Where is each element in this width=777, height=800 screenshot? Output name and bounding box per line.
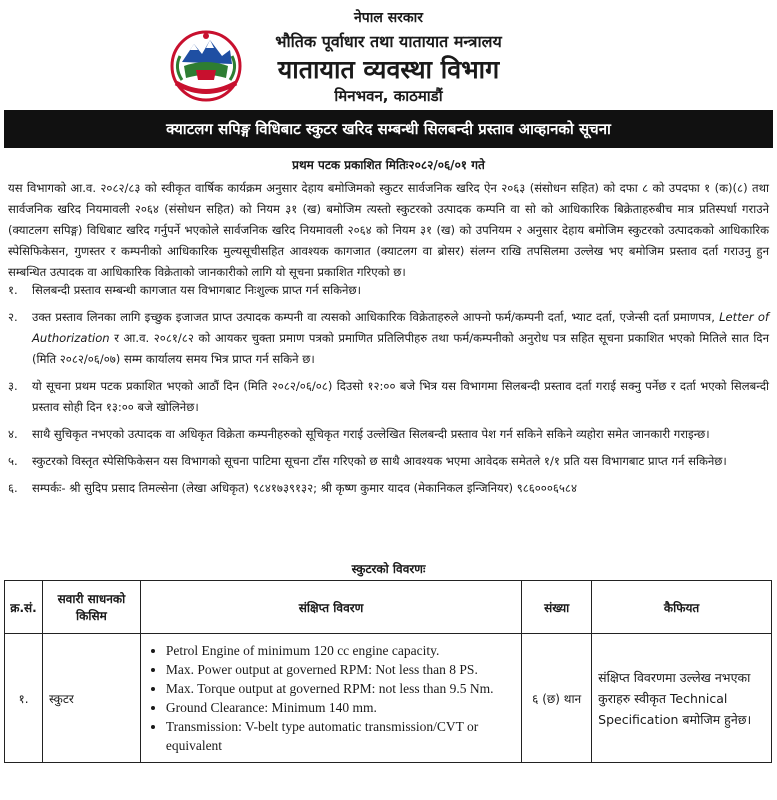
point-item	[8, 478, 769, 499]
spec-list	[142, 635, 520, 761]
point-item	[8, 280, 769, 301]
notice-points	[8, 280, 769, 505]
table-header-row	[5, 581, 772, 634]
cell-quantity: ६ (छ) थान	[522, 634, 592, 763]
point-text: सिलबन्दी प्रस्ताव सम्बन्धी कागजात यस विभागबाट निःशुल्क प्राप्त गर्न सकिनेछ।	[32, 283, 362, 297]
point-number: १.	[8, 283, 18, 297]
point-number: ६.	[8, 481, 18, 495]
point-text: यो सूचना प्रथम पटक प्रकाशित भएको आठौं दिन (मिति २०८२/०६/०८) दिउसो १२:०० बजे भित्र यस विभागमा सिलबन्दी प्रस्ताव दर्ता गराई सक्नु पर्नेछ र दर्ता भएको सिलबन्दी प्रस्ताव सोही दिन १३:०० बजे खोलिनेछ।	[32, 379, 769, 414]
point-number: ५.	[8, 454, 18, 468]
header-sn: क्र.सं.	[5, 581, 43, 634]
point-number: ४.	[8, 427, 18, 441]
intro-paragraph: यस विभागको आ.व. २०८२/८३ को स्वीकृत वार्षिक कार्यक्रम अनुसार देहाय बमोजिमको स्कुटर सार्वजनिक खरिद ऐन २०६३ (संसोधन सहित) को दफा ८ को उपदफा १ (क)(८) तथा सार्वजनिक खरिद नियमावली २०६४ (संसोधन सहित) को नियम ३१ (ख) बमोजिम त्यस्तो स्कुटरको उत्पादक कम्पनि वा सो को आधिकारिक बिक्रेताहरुबीच मात्र प्रतिस्पर्धा गराउने (क्याटलग सपिङ्ग) विधिबाट खरिद गर्नुपर्ने भएकोले सार्वजनिक खरिद नियमावली २०६४ को नियम ३१ (ख) को उपनियम २ अनुसार देहाय बमोजिम स्कुटरको उत्पादकको आधिकारिक स्पेसिफिकेसन, गुणस्तर र कम्पनीको आधिकारिक मुल्यसूचीसहित आवश्यक कागजात (क्याटलग वा ब्रोसर) संलग्न राखि तपसिलमा उल्लेख भए बमोजिम प्रस्ताव दर्ता गराउनु हुन सम्बन्धित उत्पादक वा आधिकारिक विक्रेताको जानकारीको लागि यो सूचना प्रकाशित गरिएको छ।	[8, 181, 769, 279]
spec-item: • Max. Power output at governed RPM: Not less than 8 PS.	[166, 660, 514, 679]
notice-title-banner: क्याटलग सपिङ्ग विधिबाट स्कुटर खरिद सम्बन्धी सिलबन्दी प्रस्ताव आव्हानको सूचना	[4, 110, 773, 148]
government-name: नेपाल सरकार	[353, 10, 423, 26]
table-title: स्कुटरको विवरणः	[351, 562, 426, 576]
spec-item: • Petrol Engine of minimum 120 cc engine capacity.	[166, 641, 514, 660]
department-name: यातायात व्यवस्था विभाग	[277, 55, 500, 84]
cell-sn: १.	[5, 634, 43, 763]
spec-item: • Max. Torque output at governed RPM: not less than 9.5 Nm.	[166, 679, 514, 698]
point-item	[8, 424, 769, 445]
table-row	[5, 634, 772, 763]
point-text: साथै सुचिकृत नभएको उत्पादक वा अधिकृत विक्रेता कम्पनीहरुको सूचिकृत गराई उल्लेखित सिलबन्दी प्रस्ताव पेश गर्न सकिने सकिने व्यहोरा समेत जानकारी गराइन्छ।	[32, 427, 710, 441]
point-number: २.	[8, 310, 18, 324]
header-quantity: संख्या	[522, 581, 592, 634]
scooter-spec-table	[4, 580, 772, 763]
cell-remarks: संक्षिप्त विवरणमा उल्लेख नभएका कुराहरु स्वीकृत Technical Specification बमोजिम हुनेछ।	[592, 634, 772, 763]
point-text-a: उक्त प्रस्ताव लिनका लागि इच्छुक इजाजत प्राप्त उत्पादक कम्पनी वा त्यसको आधिकारिक विक्रेताहरुले आफ्नो फर्म/कम्पनी दर्ता, भ्याट दर्ता, एजेन्सी दर्ता प्रमाणपत्र,	[32, 310, 715, 324]
header-remarks: कैफियत	[592, 581, 772, 634]
letterhead	[0, 0, 777, 110]
point-text-b: र आ.व. २०८१/८२ को आयकर चुक्ता प्रमाण पत्रको प्रमाणित प्रतिलिपीहरु तथा फर्म/कम्पनीको अनुरोध पत्र सहित सूचना प्रकाशित भएको मितिले सात दिन (मिति २०८२/०६/०७) सम्म कार्यालय समय भित्र प्राप्त गर्न सकिने छ।	[32, 331, 770, 366]
point-item	[8, 307, 769, 370]
point-text: सम्पर्कः- श्री सुदिप प्रसाद तिमल्सेना (लेखा अधिकृत) ९८४१७३९१३२; श्री कृष्ण कुमार यादव (मेकानिकल इन्जिनियर) ९८६०००६५८४	[32, 481, 577, 495]
spec-item: • Transmission: V-belt type automatic transmission/CVT or equivalent	[166, 717, 514, 755]
point-item	[8, 451, 769, 472]
point-text: स्कुटरको विस्तृत स्पेसिफिकेसन यस विभागको सूचना पाटिमा सूचना टाँस गरिएको छ साथै आवश्यक भएमा आवेदक समेतले १/१ प्रति यस विभागबाट प्राप्त गर्न सकिनेछ।	[32, 454, 727, 468]
office-location: मिनभवन, काठमाडौं	[334, 87, 443, 105]
header-description: संक्षिप्त विवरण	[140, 581, 521, 634]
point-item	[8, 376, 769, 418]
letter-of-authorization: Letter of Authorization	[32, 310, 769, 345]
ministry-name: भौतिक पूर्वाधार तथा यातायात मन्त्रालय	[275, 32, 502, 51]
cell-specs	[140, 634, 521, 763]
point-text	[32, 307, 769, 370]
spec-item: • Ground Clearance: Minimum 140 mm.	[166, 698, 514, 717]
header-vehicle-type: सवारी साधनको किसिम	[42, 581, 140, 634]
point-number: ३.	[8, 379, 18, 393]
cell-vehicle-type: स्कुटर	[42, 634, 140, 763]
publication-date: प्रथम पटक प्रकाशित मितिः२०८२/०६/०१ गते	[292, 158, 485, 172]
